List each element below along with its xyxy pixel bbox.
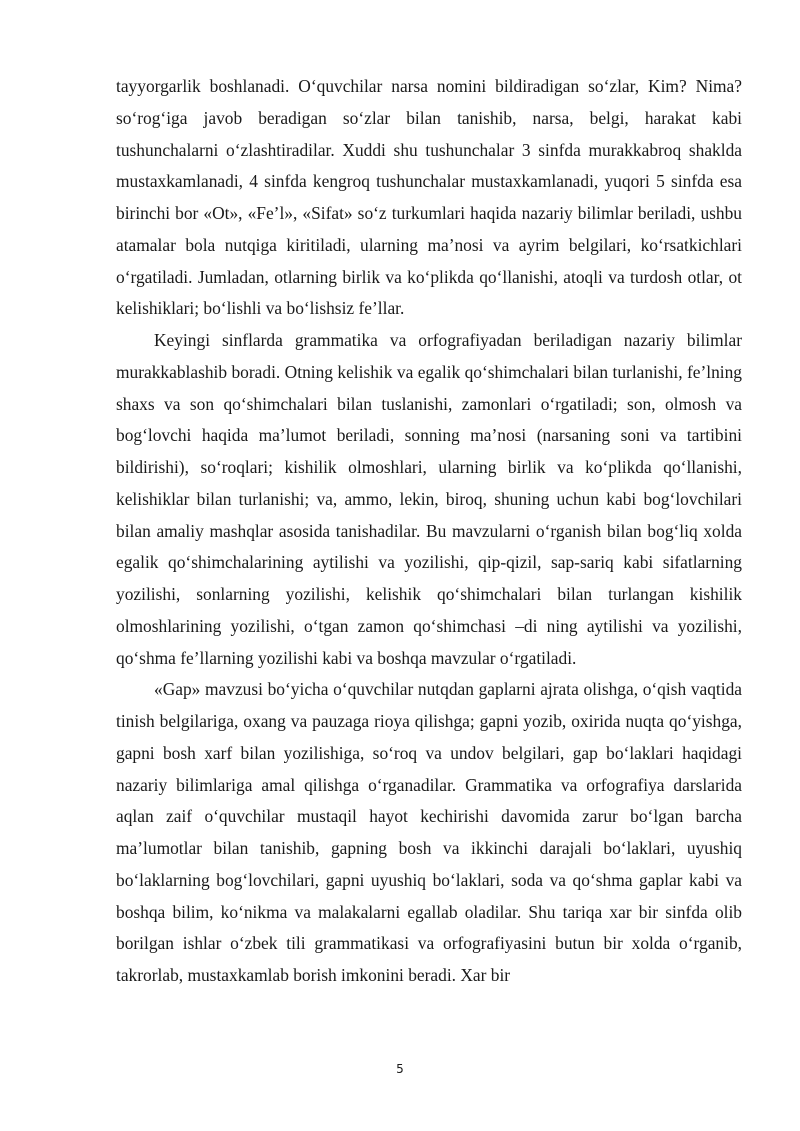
paragraph-grammar-orthography: Keyingi sinflarda grammatika va orfografiyadan beriladigan nazariy bilimlar murakkablashib boradi. Otning kelishik va egalik qo‘shimchalari bilan turlanishi, fe’lning shaxs va son qo‘shimchalari bilan tuslanishi, zamonlari o‘rgatiladi; son, olmosh va bog‘lovchi haqida ma’lumot beriladi, sonning ma’nosi (narsaning soni va tartibini bildirishi), so‘roqlari; kishilik olmoshlari, ularning birlik va ko‘plikda qo‘llanishi, kelishiklar bilan turlanishi; va, ammo, lekin, biroq, shuning uchun kabi bog‘lovchilari bilan amaliy mashqlar asosida tanishadilar. Bu mavzularni o‘rganish bilan bog‘liq xolda egalik qo‘shimchalarining aytilishi va yozilishi, qip-qizil, sap-sariq kabi sifatlarning yozilishi, sonlarning yozilishi, kelishik qo‘shimchalari bilan turlangan kishilik olmoshlarining yozilishi, o‘tgan zamon qo‘shimchasi –di ning aytilishi va yozilishi, qo‘shma fe’llarning yozilishi kabi va boshqa mavzular o‘rgatiladi. bbox=[116, 330, 742, 668]
body-text bbox=[116, 71, 742, 992]
paragraph-sentence-topic: «Gap» mavzusi bo‘yicha o‘quvchilar nutqdan gaplarni ajrata olishga, o‘qish vaqtida tinish belgilariga, oxang va pauzaga rioya qilishga; gapni yozib, oxirida nuqta qo‘yishga, gapni bosh xarf bilan yozilishiga, so‘roq va undov belgilari, gap bo‘laklari haqidagi nazariy bilimlariga amal qilishga o‘rganadilar. Grammatika va orfografiya darslarida aqlan zaif o‘quvchilar mustaqil hayot kechirishi davomida zarur bo‘lgan barcha ma’lumotlar bilan tanishib, gapning bosh va ikkinchi darajali bo‘laklari, uyushiq bo‘laklarning bog‘lovchilari, gapni uyushiq bo‘laklari, soda va qo‘shma gaplar kabi va boshqa bilim, ko‘nikma va malakalarni egallab oladilar. Shu tariqa xar bir sinfda olib borilgan ishlar o‘zbek tili grammatikasi va orfografiyasini butun bir xolda o‘rganib, takrorlab, mustaxkamlab borish imkonini beradi. Xar bir bbox=[116, 679, 742, 985]
paragraph-continued: tayyorgarlik boshlanadi. O‘quvchilar narsa nomini bildiradigan so‘zlar, Kim? Nima? so‘rog‘iga javob beradigan so‘zlar bilan tanishib, narsa, belgi, harakat kabi tushunchalarni o‘zlashtiradilar. Xuddi shu tushunchalar 3 sinfda murakkabroq shaklda mustaxkamlanadi, 4 sinfda kengroq tushunchalar mustaxkamlanadi, yuqori 5 sinfda esa birinchi bor «Ot», «Fe’l», «Sifat» so‘z turkumlari haqida nazariy bilimlar beriladi, ushbu atamalar bola nutqiga kiritiladi, ularning ma’nosi va ayrim belgilari, ko‘rsatkichlari o‘rgatiladi. Jumladan, otlarning birlik va ko‘plikda qo‘llanishi, atoqli va turdosh otlar, ot kelishiklari; bo‘lishli va bo‘lishsiz fe’llar. bbox=[116, 76, 742, 319]
page-number: 5 bbox=[396, 1062, 404, 1076]
